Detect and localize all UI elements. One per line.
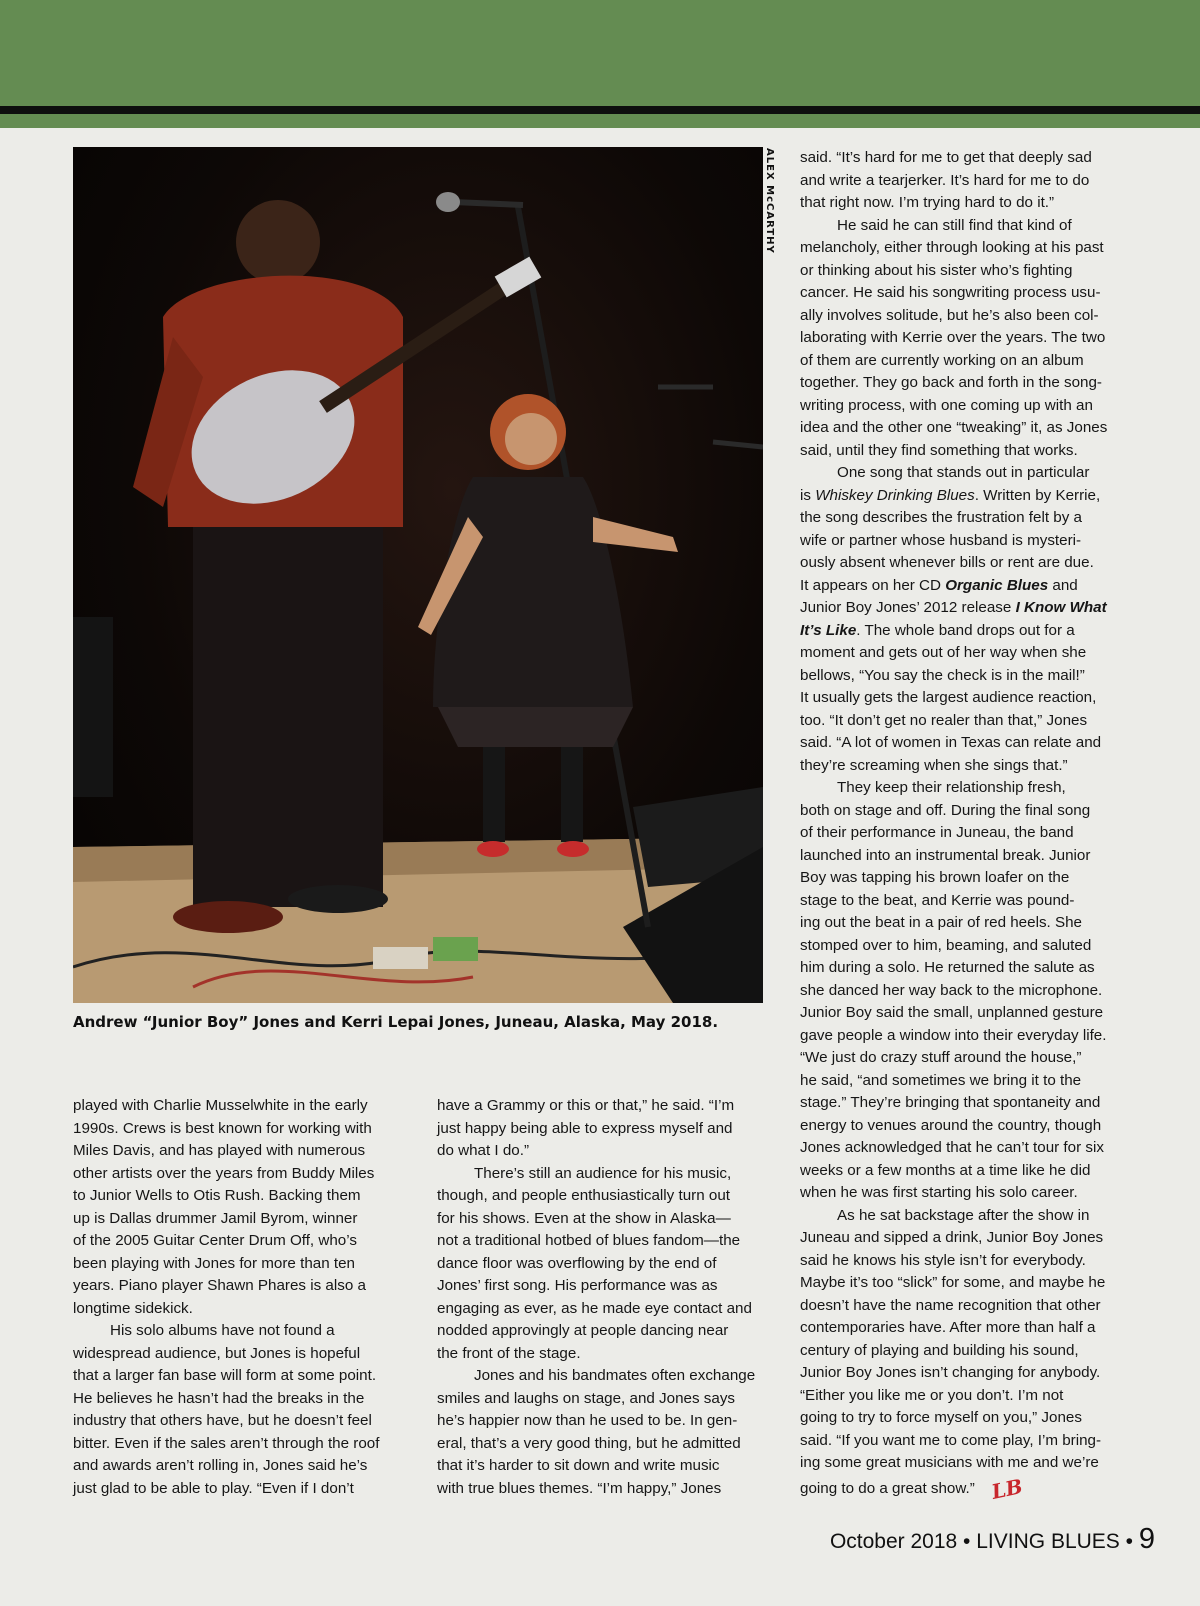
text-line: Miles Davis, and has played with numerous xyxy=(73,1142,366,1159)
text-line: Junior Boy said the small, unplanned gesture xyxy=(800,1004,1104,1021)
text-line: just happy being able to express myself and xyxy=(437,1119,733,1137)
text-line: he said, “and sometimes we bring it to the xyxy=(800,1071,1082,1089)
text-line: Jones acknowledged that he can’t tour for six xyxy=(800,1139,1104,1156)
text-line: of the 2005 Guitar Center Drum Off, who’s xyxy=(73,1232,357,1249)
text-line: both on stage and off. During the final song xyxy=(800,801,1091,819)
text-line: said. “It’s hard for me to get that deeply sad xyxy=(800,149,1092,166)
text-line: though, and people enthusiastically turn out xyxy=(437,1187,730,1204)
header-green-strip xyxy=(0,114,1200,128)
text-line: eral, that’s a very good thing, but he admitted xyxy=(437,1434,741,1452)
guitarist-shoe xyxy=(173,901,283,933)
text-line: the front of the stage. xyxy=(437,1344,581,1362)
text-line: or thinking about his sister who’s fighting xyxy=(800,261,1073,279)
text-line: they’re screaming when she sings that.” xyxy=(800,756,1068,774)
photo-credit: ALEX McCARTHY xyxy=(764,148,775,254)
release-title: I Know What xyxy=(1015,599,1107,616)
microphone xyxy=(436,192,460,212)
page-number: 9 xyxy=(1138,1523,1155,1555)
text-line: longtime sidekick. xyxy=(73,1299,193,1317)
footer-bullet: • xyxy=(1125,1530,1134,1553)
text-line: that it’s harder to sit down and write music xyxy=(437,1457,720,1474)
paragraph xyxy=(437,1163,767,1366)
text-line: for his shows. Even at the show in Alaska— xyxy=(437,1209,731,1227)
text-line: contemporaries have. After more than half a xyxy=(800,1319,1096,1336)
text-run: is xyxy=(800,486,816,504)
text-line: ally involves solitude, but he’s also been col- xyxy=(800,306,1099,324)
closing-line: going to do a great show.” xyxy=(800,1479,975,1497)
text-line: energy to venues around the country, though xyxy=(800,1116,1102,1134)
text-run: . Written by Kerrie, xyxy=(974,486,1101,504)
text-line: “We just do crazy stuff around the house,” xyxy=(800,1049,1082,1066)
text-line: ing some great musicians with me and we’re xyxy=(800,1454,1099,1471)
text-line: said. “A lot of women in Texas can relate and xyxy=(800,734,1102,751)
paragraph xyxy=(800,147,1130,215)
text-line: bellows, “You say the check is in the mail!” xyxy=(800,666,1085,684)
text-line: stage to the beat, and Kerrie was pound- xyxy=(800,891,1075,909)
text-line: when he was first starting his solo career. xyxy=(800,1184,1078,1201)
header-black-rule xyxy=(0,106,1200,114)
text-line: bitter. Even if the sales aren’t through the roof xyxy=(73,1434,380,1452)
text-run: It appears on her CD xyxy=(800,576,946,594)
text-line: stage.” They’re bringing that spontaneity and xyxy=(800,1094,1101,1111)
concert-photo-illustration xyxy=(73,147,763,1003)
text-line: Jones and his bandmates often exchange xyxy=(474,1367,756,1384)
guitar-pedal xyxy=(373,947,428,969)
paragraph xyxy=(437,1095,767,1163)
text-line: stomped over to him, beaming, and saluted xyxy=(800,936,1092,954)
text-line: idea and the other one “tweaking” it, as Jones xyxy=(800,419,1108,436)
text-line: do what I do.” xyxy=(437,1142,530,1159)
mic-boom xyxy=(453,202,523,205)
text-line: other artists over the years from Buddy Miles xyxy=(73,1164,375,1182)
text-line: weeks or a few months at a time like he did xyxy=(800,1161,1091,1179)
guitarist-trousers xyxy=(193,527,383,907)
text-line: launched into an instrumental break. Junior xyxy=(800,846,1091,864)
text-line: There’s still an audience for his music, xyxy=(474,1164,732,1182)
text-run: and xyxy=(1048,576,1078,594)
paragraph xyxy=(800,1205,1130,1475)
text-line: have a Grammy or this or that,” he said. “I’m xyxy=(437,1097,735,1114)
text-line: Maybe it’s too “slick” for some, and maybe he xyxy=(800,1274,1106,1291)
text-line: wife or partner whose husband is mysteri- xyxy=(800,531,1082,549)
text-line: laborating with Kerrie over the years. The two xyxy=(800,329,1106,346)
guitarist-shoe-2 xyxy=(288,885,388,913)
text-line: together. They go back and forth in the song- xyxy=(800,374,1102,391)
text-line: nodded approvingly at people dancing near xyxy=(437,1322,729,1339)
text-line: going to try to force myself on you,” Jones xyxy=(800,1409,1082,1426)
text-run: . The whole band drops out for a xyxy=(856,621,1075,639)
text-line: said he knows his style isn’t for everybody. xyxy=(800,1251,1086,1269)
text-line: century of playing and building his sound, xyxy=(800,1341,1079,1359)
text-line: gave people a window into their everyday life. xyxy=(800,1026,1107,1044)
footer-bullet: • xyxy=(963,1530,971,1553)
paragraph xyxy=(800,777,1130,1205)
text-line: engaging as ever, as he made eye contact and xyxy=(437,1299,752,1317)
text-line: moment and gets out of her way when she xyxy=(800,644,1087,661)
page-footer xyxy=(830,1523,1155,1556)
photo-caption: Andrew “Junior Boy” Jones and Kerri Lepai Jones, Juneau, Alaska, May 2018. xyxy=(73,1013,719,1031)
guitarist-head xyxy=(236,200,320,284)
text-line: just glad to be able to play. “Even if I don’t xyxy=(73,1479,354,1497)
text-line: said. “If you want me to come play, I’m bring- xyxy=(800,1431,1102,1449)
singer-leg xyxy=(483,747,505,842)
text-line: of their performance in Juneau, the band xyxy=(800,824,1074,841)
text-line: him during a solo. He returned the salute as xyxy=(800,959,1095,976)
text-run: Junior Boy Jones’ 2012 release xyxy=(800,599,1016,616)
singer-dress xyxy=(433,477,633,707)
singer-dress-hem xyxy=(438,707,633,747)
text-line: cancer. He said his songwriting process usu- xyxy=(800,284,1101,301)
text-line: Jones’ first song. His performance was as xyxy=(437,1277,718,1294)
text-line: doesn’t have the name recognition that other xyxy=(800,1296,1101,1314)
text-line: It usually gets the largest audience reaction, xyxy=(800,689,1097,706)
mic-boom-3 xyxy=(713,442,763,447)
text-line: been playing with Jones for more than ten xyxy=(73,1254,355,1272)
singer-red-heel xyxy=(477,841,509,857)
singer-face xyxy=(505,413,557,465)
text-line: that a larger fan base will form at some point. xyxy=(73,1367,377,1384)
text-line: ously absent whenever bills or rent are due. xyxy=(800,554,1094,571)
text-line: the song describes the frustration felt by a xyxy=(800,509,1082,526)
text-line: dance floor was overflowing by the end of xyxy=(437,1254,717,1272)
text-line: up is Dallas drummer Jamil Byrom, winner xyxy=(73,1209,358,1227)
text-line: to Junior Wells to Otis Rush. Backing them xyxy=(73,1187,361,1204)
concert-photo xyxy=(73,147,763,1003)
text-line: he’s happier now than he used to be. In gen- xyxy=(437,1412,738,1429)
paragraph xyxy=(800,215,1130,463)
article-column-middle xyxy=(437,1095,767,1500)
article-column-right xyxy=(800,147,1130,1504)
text-line: of them are currently working on an album xyxy=(800,351,1084,369)
release-title: It’s Like xyxy=(800,621,857,639)
text-line: played with Charlie Musselwhite in the early xyxy=(73,1097,368,1114)
text-line: His solo albums have not found a xyxy=(110,1322,335,1339)
cd-title: Organic Blues xyxy=(945,576,1049,594)
singer-red-heel-2 xyxy=(557,841,589,857)
text-line xyxy=(800,485,1130,508)
text-line: “Either you like me or you don’t. I’m not xyxy=(800,1386,1064,1404)
text-line xyxy=(800,597,1130,620)
issue-date: October 2018 xyxy=(829,1530,958,1553)
text-line: Boy was tapping his brown loafer on the xyxy=(800,869,1070,886)
text-line xyxy=(800,620,1130,643)
text-line: smiles and laughs on stage, and Jones says xyxy=(437,1389,736,1407)
end-mark-logo: LB xyxy=(989,1473,1025,1504)
text-line: industry that others have, but he doesn’t feel xyxy=(73,1412,372,1429)
paragraph xyxy=(800,462,1130,777)
singer-leg-2 xyxy=(561,747,583,842)
text-line: widespread audience, but Jones is hopeful xyxy=(73,1344,361,1362)
guitar-pedal-green xyxy=(433,937,478,961)
paragraph xyxy=(73,1320,403,1500)
text-line: ing out the beat in a pair of red heels. She xyxy=(800,914,1083,931)
song-title: Whiskey Drinking Blues xyxy=(815,486,975,504)
magazine-name: LIVING BLUES xyxy=(976,1530,1120,1553)
article-column-left xyxy=(73,1095,403,1500)
text-line: 1990s. Crews is best known for working with xyxy=(73,1119,372,1137)
drum-kit xyxy=(73,617,113,797)
text-line xyxy=(800,1473,1130,1504)
text-line: and awards aren’t rolling in, Jones said he’s xyxy=(73,1457,368,1474)
text-line: years. Piano player Shawn Phares is also a xyxy=(73,1277,366,1294)
text-line: melancholy, either through looking at his past xyxy=(800,239,1104,256)
paragraph xyxy=(437,1365,767,1500)
text-line: and write a tearjerker. It’s hard for me to do xyxy=(800,171,1090,189)
text-line: not a traditional hotbed of blues fandom—the xyxy=(437,1232,741,1249)
text-line: too. “It don’t get no realer than that,” Jones xyxy=(800,711,1088,729)
text-line: As he sat backstage after the show in xyxy=(837,1206,1090,1224)
text-line: writing process, with one coming up with an xyxy=(800,396,1093,414)
text-line: said, until they find something that works. xyxy=(800,441,1078,459)
text-line: that right now. I’m trying hard to do it.” xyxy=(800,194,1055,211)
header-green-band xyxy=(0,0,1200,106)
text-line: Juneau and sipped a drink, Junior Boy Jones xyxy=(800,1229,1104,1246)
text-line: One song that stands out in particular xyxy=(837,464,1090,481)
text-line: He said he can still find that kind of xyxy=(837,216,1072,234)
text-line: with true blues themes. “I’m happy,” Jones xyxy=(437,1479,722,1497)
text-line: Junior Boy Jones isn’t changing for anybody. xyxy=(800,1364,1101,1381)
text-line: she danced her way back to the microphone. xyxy=(800,981,1103,999)
paragraph xyxy=(800,1473,1130,1504)
text-line: He believes he hasn’t had the breaks in the xyxy=(73,1389,365,1407)
text-line xyxy=(800,575,1130,598)
text-line: They keep their relationship fresh, xyxy=(837,779,1066,796)
paragraph xyxy=(73,1095,403,1320)
